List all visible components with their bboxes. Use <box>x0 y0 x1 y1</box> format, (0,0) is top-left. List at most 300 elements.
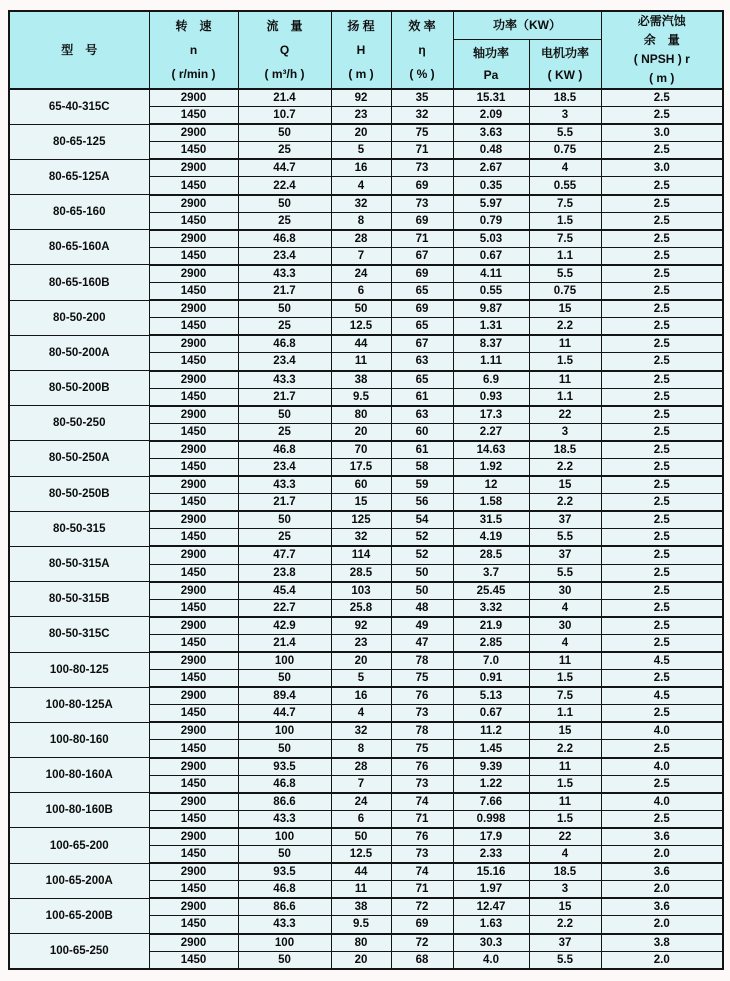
data-cell: 2900 <box>149 793 238 811</box>
col-header-motor-power <box>529 39 601 89</box>
flow-unit: ( m³/h ) <box>264 67 305 81</box>
data-cell: 15 <box>529 898 601 916</box>
data-cell: 58 <box>391 458 453 476</box>
data-cell: 4.0 <box>601 722 723 740</box>
data-cell: 2900 <box>149 476 238 494</box>
data-cell: 63 <box>391 353 453 371</box>
table-row <box>9 828 723 846</box>
data-cell: 2.5 <box>601 318 723 336</box>
data-cell: 47.7 <box>238 546 331 564</box>
data-cell: 15.16 <box>453 863 529 881</box>
data-cell: 1.97 <box>453 881 529 899</box>
data-cell: 2.85 <box>453 634 529 652</box>
data-cell: 2900 <box>149 371 238 389</box>
col-header-model-label: 型 号 <box>61 43 98 57</box>
model-cell: 80-65-160A <box>9 230 149 265</box>
data-cell: 18.5 <box>529 89 601 107</box>
data-cell: 5.5 <box>529 951 601 969</box>
data-cell: 0.35 <box>453 177 529 195</box>
model-cell: 80-65-160 <box>9 195 149 230</box>
data-cell: 2900 <box>149 300 238 318</box>
data-cell: 20 <box>331 124 391 142</box>
table-row <box>9 441 723 459</box>
data-cell: 75 <box>391 124 453 142</box>
data-cell: 17.9 <box>453 828 529 846</box>
motor-power-label-cn: 电机功率 <box>540 45 589 60</box>
data-cell: 47 <box>391 634 453 652</box>
data-cell: 2.0 <box>601 951 723 969</box>
data-cell: 1.45 <box>453 740 529 758</box>
data-cell: 2900 <box>149 230 238 248</box>
data-cell: 32 <box>331 529 391 547</box>
head-label-cn: 扬 程 <box>347 19 375 33</box>
table-row <box>9 476 723 494</box>
data-cell: 2.5 <box>601 546 723 564</box>
data-cell: 2900 <box>149 159 238 177</box>
data-cell: 2.5 <box>601 494 723 512</box>
data-cell: 76 <box>391 758 453 776</box>
data-cell: 2.5 <box>601 247 723 265</box>
data-cell: 32 <box>391 107 453 125</box>
data-cell: 1450 <box>149 423 238 441</box>
col-header-npsh <box>601 11 723 89</box>
data-cell: 1450 <box>149 318 238 336</box>
data-cell: 86.6 <box>238 793 331 811</box>
shaft-power-symbol: Pa <box>483 67 499 82</box>
data-cell: 4 <box>529 599 601 617</box>
data-cell: 4 <box>529 846 601 864</box>
data-cell: 2900 <box>149 546 238 564</box>
shaft-power-label-cn: 轴功率 <box>472 45 509 60</box>
data-cell: 48 <box>391 599 453 617</box>
data-cell: 42.9 <box>238 617 331 635</box>
data-cell: 2900 <box>149 582 238 600</box>
data-cell: 4 <box>529 159 601 177</box>
data-cell: 25.8 <box>331 599 391 617</box>
data-cell: 1450 <box>149 247 238 265</box>
data-cell: 11 <box>331 881 391 899</box>
table-row <box>9 406 723 424</box>
data-cell: 2900 <box>149 934 238 952</box>
data-cell: 4.0 <box>601 758 723 776</box>
data-cell: 28 <box>331 230 391 248</box>
data-cell: 50 <box>238 511 331 529</box>
data-cell: 1450 <box>149 142 238 160</box>
data-cell: 80 <box>331 406 391 424</box>
data-cell: 4.11 <box>453 265 529 283</box>
table-row <box>9 230 723 248</box>
model-cell: 80-65-125A <box>9 159 149 194</box>
data-cell: 25 <box>238 212 331 230</box>
data-cell: 2.5 <box>601 458 723 476</box>
data-cell: 2.5 <box>601 230 723 248</box>
data-cell: 1.1 <box>529 705 601 723</box>
data-cell: 68 <box>391 951 453 969</box>
head-symbol: H <box>356 43 366 57</box>
data-cell: 1450 <box>149 670 238 688</box>
data-cell: 69 <box>391 916 453 934</box>
data-cell: 3.6 <box>601 863 723 881</box>
data-cell: 3.0 <box>601 124 723 142</box>
data-cell: 2900 <box>149 617 238 635</box>
data-cell: 5.5 <box>529 265 601 283</box>
data-cell: 23.4 <box>238 458 331 476</box>
data-cell: 2900 <box>149 265 238 283</box>
data-cell: 3.8 <box>601 934 723 952</box>
data-cell: 52 <box>391 546 453 564</box>
data-cell: 2.5 <box>601 582 723 600</box>
data-cell: 61 <box>391 441 453 459</box>
data-cell: 100 <box>238 828 331 846</box>
data-cell: 0.67 <box>453 247 529 265</box>
data-cell: 69 <box>391 300 453 318</box>
data-cell: 9.87 <box>453 300 529 318</box>
data-cell: 1.31 <box>453 318 529 336</box>
data-cell: 78 <box>391 652 453 670</box>
data-cell: 2.5 <box>601 388 723 406</box>
data-cell: 73 <box>391 846 453 864</box>
data-cell: 2900 <box>149 652 238 670</box>
data-cell: 65 <box>391 283 453 301</box>
model-cell: 100-80-160 <box>9 722 149 757</box>
data-cell: 2.2 <box>529 458 601 476</box>
data-cell: 25 <box>238 318 331 336</box>
data-cell: 125 <box>331 511 391 529</box>
data-cell: 30 <box>529 617 601 635</box>
data-cell: 73 <box>391 195 453 213</box>
data-cell: 22 <box>529 406 601 424</box>
data-cell: 14.63 <box>453 441 529 459</box>
data-cell: 7.5 <box>529 687 601 705</box>
data-cell: 50 <box>238 951 331 969</box>
data-cell: 2.5 <box>601 212 723 230</box>
model-cell: 100-80-125 <box>9 652 149 687</box>
data-cell: 22.7 <box>238 599 331 617</box>
data-cell: 2.5 <box>601 511 723 529</box>
table-row <box>9 335 723 353</box>
data-cell: 37 <box>529 511 601 529</box>
data-cell: 2.5 <box>601 617 723 635</box>
data-cell: 2.5 <box>601 740 723 758</box>
data-cell: 71 <box>391 230 453 248</box>
data-cell: 2900 <box>149 511 238 529</box>
data-cell: 43.3 <box>238 916 331 934</box>
data-cell: 50 <box>331 828 391 846</box>
data-cell: 23.4 <box>238 353 331 371</box>
data-cell: 2.5 <box>601 634 723 652</box>
data-cell: 3.63 <box>453 124 529 142</box>
data-cell: 2.5 <box>601 353 723 371</box>
data-cell: 100 <box>238 934 331 952</box>
data-cell: 69 <box>391 212 453 230</box>
data-cell: 0.48 <box>453 142 529 160</box>
data-cell: 2.5 <box>601 529 723 547</box>
data-cell: 2.2 <box>529 318 601 336</box>
data-cell: 2.5 <box>601 441 723 459</box>
data-cell: 71 <box>391 142 453 160</box>
data-cell: 89.4 <box>238 687 331 705</box>
table-row <box>9 793 723 811</box>
data-cell: 32 <box>331 195 391 213</box>
data-cell: 1450 <box>149 951 238 969</box>
data-cell: 114 <box>331 546 391 564</box>
data-cell: 2900 <box>149 758 238 776</box>
data-cell: 2.5 <box>601 670 723 688</box>
data-cell: 2.5 <box>601 265 723 283</box>
data-cell: 11 <box>529 652 601 670</box>
data-cell: 28.5 <box>331 564 391 582</box>
table-row <box>9 371 723 389</box>
data-cell: 24 <box>331 265 391 283</box>
data-cell: 2900 <box>149 124 238 142</box>
data-cell: 1.5 <box>529 353 601 371</box>
model-cell: 100-65-250 <box>9 934 149 969</box>
data-cell: 50 <box>238 740 331 758</box>
data-cell: 3 <box>529 423 601 441</box>
data-cell: 1.92 <box>453 458 529 476</box>
data-cell: 2.2 <box>529 916 601 934</box>
data-cell: 2.5 <box>601 177 723 195</box>
data-cell: 11 <box>529 758 601 776</box>
data-cell: 35 <box>391 89 453 107</box>
data-cell: 2.5 <box>601 810 723 828</box>
data-cell: 92 <box>331 617 391 635</box>
table-header <box>9 11 723 89</box>
table-row <box>9 546 723 564</box>
data-cell: 7.5 <box>529 195 601 213</box>
data-cell: 9.39 <box>453 758 529 776</box>
model-cell: 100-65-200 <box>9 828 149 863</box>
col-header-efficiency <box>391 11 453 89</box>
table-row <box>9 898 723 916</box>
data-cell: 50 <box>238 406 331 424</box>
data-cell: 1.5 <box>529 810 601 828</box>
data-cell: 5.5 <box>529 529 601 547</box>
data-cell: 2.27 <box>453 423 529 441</box>
data-cell: 3 <box>529 881 601 899</box>
data-cell: 0.75 <box>529 142 601 160</box>
data-cell: 50 <box>238 195 331 213</box>
data-cell: 4 <box>529 634 601 652</box>
data-cell: 0.93 <box>453 388 529 406</box>
col-header-shaft-power <box>453 39 529 89</box>
data-cell: 10.7 <box>238 107 331 125</box>
model-cell: 80-65-125 <box>9 124 149 159</box>
data-cell: 28 <box>331 758 391 776</box>
data-cell: 44 <box>331 863 391 881</box>
data-cell: 2900 <box>149 195 238 213</box>
data-cell: 65 <box>391 371 453 389</box>
data-cell: 23.4 <box>238 247 331 265</box>
data-cell: 2.5 <box>601 406 723 424</box>
data-cell: 0.55 <box>453 283 529 301</box>
data-cell: 2900 <box>149 687 238 705</box>
data-cell: 2.0 <box>601 881 723 899</box>
data-cell: 38 <box>331 898 391 916</box>
data-cell: 9.5 <box>331 916 391 934</box>
data-cell: 31.5 <box>453 511 529 529</box>
data-cell: 11 <box>529 793 601 811</box>
data-cell: 76 <box>391 828 453 846</box>
data-cell: 46.8 <box>238 335 331 353</box>
data-cell: 1450 <box>149 212 238 230</box>
data-cell: 18.5 <box>529 441 601 459</box>
pump-spec-table-wrap <box>8 10 724 970</box>
model-cell: 80-50-315A <box>9 546 149 581</box>
data-cell: 16 <box>331 687 391 705</box>
data-cell: 78 <box>391 722 453 740</box>
data-cell: 54 <box>391 511 453 529</box>
data-cell: 5.03 <box>453 230 529 248</box>
data-cell: 20 <box>331 423 391 441</box>
data-cell: 0.55 <box>529 177 601 195</box>
col-header-model <box>9 11 149 89</box>
col-header-head <box>331 11 391 89</box>
efficiency-symbol: η <box>418 43 426 57</box>
table-row <box>9 124 723 142</box>
data-cell: 38 <box>331 371 391 389</box>
table-row <box>9 758 723 776</box>
data-cell: 21.4 <box>238 634 331 652</box>
data-cell: 5.5 <box>529 124 601 142</box>
data-cell: 50 <box>238 300 331 318</box>
model-cell: 80-65-160B <box>9 265 149 300</box>
data-cell: 11 <box>529 371 601 389</box>
speed-symbol: n <box>189 43 198 57</box>
data-cell: 67 <box>391 247 453 265</box>
data-cell: 25 <box>238 529 331 547</box>
data-cell: 5.13 <box>453 687 529 705</box>
data-cell: 1.58 <box>453 494 529 512</box>
data-cell: 1450 <box>149 177 238 195</box>
data-cell: 8.37 <box>453 335 529 353</box>
data-cell: 23 <box>331 634 391 652</box>
data-cell: 75 <box>391 740 453 758</box>
efficiency-label-cn: 效 率 <box>408 19 436 33</box>
data-cell: 15 <box>529 476 601 494</box>
data-cell: 7.5 <box>529 230 601 248</box>
data-cell: 2.33 <box>453 846 529 864</box>
data-cell: 20 <box>331 652 391 670</box>
data-cell: 61 <box>391 388 453 406</box>
model-cell: 80-50-200B <box>9 371 149 406</box>
data-cell: 2.5 <box>601 89 723 107</box>
data-cell: 5.5 <box>529 564 601 582</box>
data-cell: 2.5 <box>601 195 723 213</box>
data-cell: 2900 <box>149 863 238 881</box>
data-cell: 3.6 <box>601 828 723 846</box>
data-cell: 24 <box>331 793 391 811</box>
data-cell: 25 <box>238 423 331 441</box>
data-cell: 12.5 <box>331 318 391 336</box>
data-cell: 43.3 <box>238 371 331 389</box>
model-cell: 80-50-315B <box>9 582 149 617</box>
data-cell: 46.8 <box>238 881 331 899</box>
data-cell: 50 <box>238 846 331 864</box>
data-cell: 0.79 <box>453 212 529 230</box>
data-cell: 1.1 <box>529 247 601 265</box>
data-cell: 12 <box>453 476 529 494</box>
data-cell: 30 <box>529 582 601 600</box>
table-row <box>9 687 723 705</box>
data-cell: 2.5 <box>601 300 723 318</box>
data-cell: 0.91 <box>453 670 529 688</box>
data-cell: 60 <box>331 476 391 494</box>
data-cell: 72 <box>391 934 453 952</box>
data-cell: 2.09 <box>453 107 529 125</box>
data-cell: 2.5 <box>601 107 723 125</box>
pump-spec-table <box>8 10 724 970</box>
npsh-unit: ( m ) <box>649 71 675 85</box>
data-cell: 1450 <box>149 494 238 512</box>
data-cell: 5.97 <box>453 195 529 213</box>
head-unit: ( m ) <box>348 67 374 81</box>
data-cell: 7.66 <box>453 793 529 811</box>
data-cell: 22 <box>529 828 601 846</box>
data-cell: 1.5 <box>529 775 601 793</box>
data-cell: 4.19 <box>453 529 529 547</box>
data-cell: 1450 <box>149 740 238 758</box>
model-cell: 80-50-315 <box>9 511 149 546</box>
data-cell: 1450 <box>149 529 238 547</box>
data-cell: 59 <box>391 476 453 494</box>
data-cell: 43.3 <box>238 476 331 494</box>
data-cell: 12.5 <box>331 846 391 864</box>
model-cell: 80-50-200 <box>9 300 149 335</box>
data-cell: 2.0 <box>601 846 723 864</box>
data-cell: 4.0 <box>453 951 529 969</box>
data-cell: 73 <box>391 705 453 723</box>
data-cell: 2900 <box>149 441 238 459</box>
data-cell: 44.7 <box>238 705 331 723</box>
data-cell: 70 <box>331 441 391 459</box>
data-cell: 1450 <box>149 916 238 934</box>
data-cell: 20 <box>331 951 391 969</box>
data-cell: 50 <box>238 124 331 142</box>
model-cell: 100-80-125A <box>9 687 149 722</box>
data-cell: 4.5 <box>601 687 723 705</box>
data-cell: 1450 <box>149 283 238 301</box>
data-cell: 6.9 <box>453 371 529 389</box>
data-cell: 17.3 <box>453 406 529 424</box>
data-cell: 43.3 <box>238 810 331 828</box>
data-cell: 71 <box>391 810 453 828</box>
data-cell: 50 <box>331 300 391 318</box>
data-cell: 86.6 <box>238 898 331 916</box>
data-cell: 15.31 <box>453 89 529 107</box>
data-cell: 76 <box>391 687 453 705</box>
data-cell: 2.5 <box>601 371 723 389</box>
model-cell: 65-40-315C <box>9 89 149 124</box>
speed-unit: ( r/min ) <box>171 67 216 81</box>
model-cell: 100-80-160A <box>9 758 149 793</box>
data-cell: 2900 <box>149 406 238 424</box>
data-cell: 1450 <box>149 107 238 125</box>
data-cell: 30.3 <box>453 934 529 952</box>
data-cell: 103 <box>331 582 391 600</box>
data-cell: 25 <box>238 142 331 160</box>
table-body <box>9 89 723 969</box>
data-cell: 93.5 <box>238 863 331 881</box>
data-cell: 21.7 <box>238 494 331 512</box>
data-cell: 63 <box>391 406 453 424</box>
data-cell: 25.45 <box>453 582 529 600</box>
data-cell: 1.5 <box>529 212 601 230</box>
data-cell: 23 <box>331 107 391 125</box>
data-cell: 46.8 <box>238 230 331 248</box>
data-cell: 2.5 <box>601 423 723 441</box>
table-row <box>9 89 723 107</box>
